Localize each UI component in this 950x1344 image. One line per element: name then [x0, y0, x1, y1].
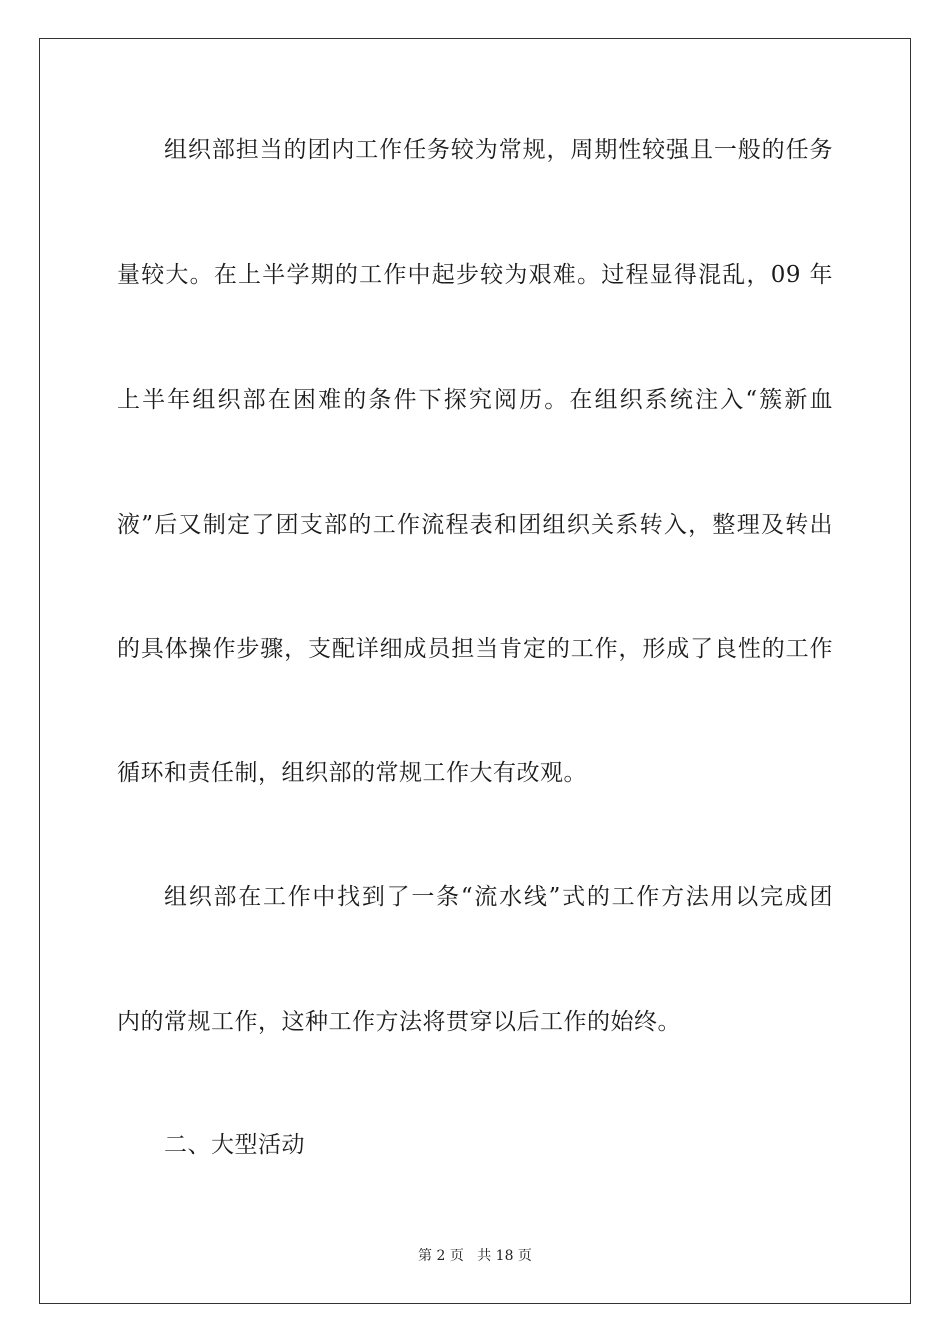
page-footer [0, 1247, 950, 1265]
page-frame [39, 38, 911, 1304]
paragraph-line: 组织部担当的团内工作任务较为常规，周期性较强且一般的任务 [164, 137, 833, 163]
section-heading: 二、大型活动 [164, 1132, 305, 1158]
paragraph-line: 的具体操作步骤，支配详细成员担当肯定的工作，形成了良性的工作 [117, 636, 833, 662]
paragraph-line: 循环和责任制，组织部的常规工作大有改观。 [117, 760, 587, 786]
page-number: 第 2 页 [418, 1248, 464, 1264]
page-total: 共 18 页 [477, 1248, 532, 1264]
paragraph-line: 液”后又制定了团支部的工作流程表和团组织关系转入，整理及转出 [117, 512, 833, 538]
paragraph-line: 上半年组织部在困难的条件下探究阅历。在组织系统注入“簇新血 [117, 387, 833, 413]
paragraph-line: 内的常规工作，这种工作方法将贯穿以后工作的始终。 [117, 1009, 681, 1035]
paragraph-line: 量较大。在上半学期的工作中起步较为艰难。过程显得混乱，09 年 [117, 262, 833, 288]
paragraph-line: 组织部在工作中找到了一条“流水线”式的工作方法用以完成团 [164, 884, 833, 910]
